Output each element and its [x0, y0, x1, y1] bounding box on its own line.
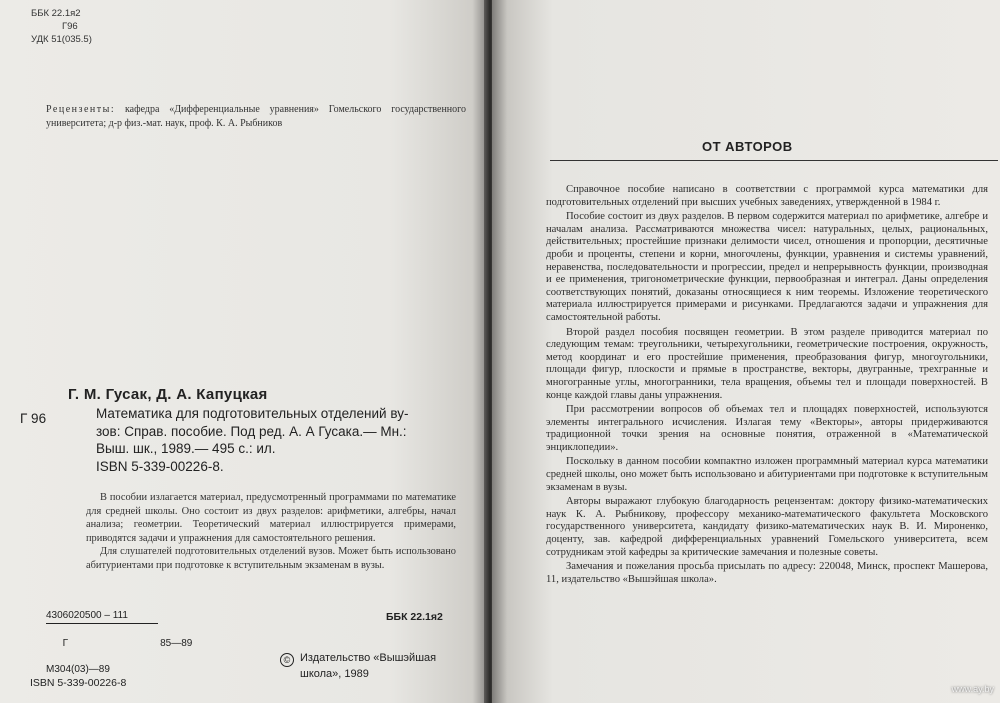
left-page [0, 0, 487, 703]
publisher-line: Издательство «Вышэйшая [300, 652, 437, 664]
bibliographic-description [96, 405, 468, 475]
annotation-paragraph: Для слушателей подготовительных отделений вузов. Может быть использовано абитуриентами при подготовке к вступительным экзаменам в вузы. [86, 546, 456, 571]
biblio-line: Математика для подготовительных отделений ву- [96, 406, 409, 421]
catalog-codes [46, 609, 193, 676]
bbk-code: ББК 22.1я2 [31, 8, 81, 19]
annotation [86, 491, 456, 573]
title-rule [550, 160, 998, 161]
authors: Г. М. Гусак, Д. А. Капуцкая [68, 386, 268, 403]
copyright-icon: © [280, 653, 294, 667]
preface-paragraph: Замечания и пожелания просьба присылать по адресу: 220048, Минск, проспект Машерова, 11, издательство «Вышэйшая школа». [546, 561, 988, 585]
bbk-code-bottom: ББК 22.1я2 [386, 611, 443, 623]
code-fraction [46, 623, 193, 663]
annotation-paragraph: В пособии излагается материал, предусмотренный программами по математике для средней школы. Оно состоит из двух разделов: арифметики, алгебры, начал анализа; геометрии. Теоретический материал иллюстрируется примерами, приводятся задачи и упражнения для самостоятельного решения. [86, 492, 456, 544]
reviewers-text: кафедра «Дифференциальные уравнения» Гомельского государственного университета; д-р физ.-мат. наук, проф. К. А. Рыбников [46, 104, 466, 129]
preface-paragraph: Пособие состоит из двух разделов. В первом содержится материал по арифметике, алгебре и началам анализа. Рассматриваются множества чисел: натуральных, целых, рациональных, действительных; простейшие признаки делимости чисел, отношения и пропорции, десятичные дроби и проценты, степени и корни, многочлены, функции, уравнения и системы уравнений, неравенства, последовательности и прогрессии, предел и непрерывность функции, производная и ее применения, тригонометрические функции, первообразная и интеграл. Даны определения соответствующих понятий, доказаны относящиеся к ним теоремы. Изложение теоретического материала иллюстрируется примерами и рисунками. Предлагаются задачи и упражнения для самостоятельной работы. [546, 211, 988, 323]
reviewers-label: Рецензенты: [46, 104, 116, 115]
preface-title: ОТ АВТОРОВ [702, 139, 793, 154]
biblio-line: зов: Справ. пособие. Под ред. А. А Гусака.— Мн.: [96, 423, 407, 439]
preface-paragraph: Авторы выражают глубокую благодарность рецензентам: доктору физико-математических наук К. А. Рыбникову, профессору механико-математического факультета Московского государственного университета, кандидату физико-математических наук В. И. Мироненко, доценту, зав. кафедрой дифференциальных уравнений Гомельского университета, всем сотрудникам этой кафедры за критические замечания и полезные советы. [546, 496, 988, 558]
preface-paragraph: При рассмотрении вопросов об объемах тел и площадях поверхностей, используются элементы интегрального исчисления. Излагая тему «Векторы», авторы придерживаются традиционной точки зрения на основные понятия, отраженной в «Математической энциклопедии». [546, 404, 988, 453]
udk-code: УДК 51(035.5) [31, 34, 92, 45]
biblio-isbn: ISBN 5-339-00226-8. [96, 458, 224, 474]
publisher-line: школа», 1989 [300, 668, 369, 680]
watermark: www.ay.by [951, 684, 994, 694]
preface-paragraph: Поскольку в данном пособии компактно изложен программный материал курса математики средней школы, оно может быть использовано и абитуриентами при подготовке к вступительным экзаменам в вузы. [546, 456, 988, 493]
author-mark-large: Г 96 [20, 411, 47, 426]
code-line: М304(03)—89 [46, 664, 110, 675]
right-page [492, 0, 1000, 703]
isbn: ISBN 5-339-00226-8 [30, 677, 127, 689]
preface-paragraph: Справочное пособие написано в соответствии с программой курса математики для подготовительных отделений при высших учебных заведениях, утвержденной в 1984 г. [546, 184, 988, 208]
biblio-line: Выш. шк., 1989.— 495 с.: ил. [96, 441, 276, 456]
preface-body [546, 184, 988, 588]
publisher-imprint [280, 651, 436, 681]
code-prefix: Г [62, 638, 69, 649]
code-range: 85—89 [160, 638, 193, 649]
reviewers-block [46, 103, 466, 131]
author-mark: Г96 [62, 21, 78, 32]
preface-paragraph: Второй раздел пособия посвящен геометрии. В этом разделе приводится материал по следующим темам: треугольники, четырехугольники, геометрические построения, окружность, метод координат и его простейшие применения, преобразования фигур, многоугольники, площади фигур, плоскости и прямые в пространстве, векторы, двугранные, трехгранные и многогранные углы, многогранники, тела вращения, объемы тел и площади поверхностей. В конце каждой главы даны упражнения. [546, 326, 988, 401]
code-line: 4306020500 – 111 [46, 610, 128, 621]
